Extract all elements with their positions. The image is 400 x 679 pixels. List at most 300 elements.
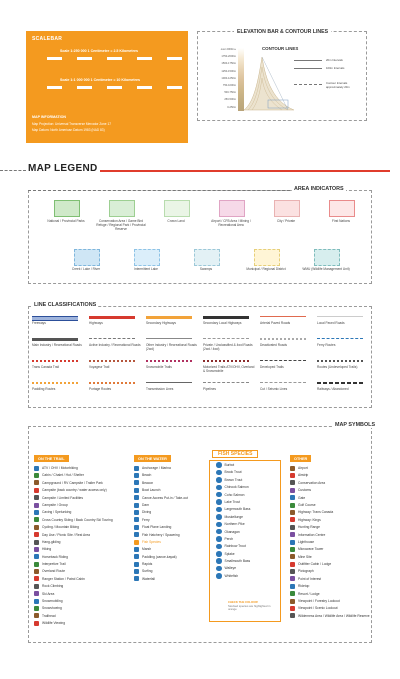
elevation-level-label: 0-250m xyxy=(227,105,236,109)
scale-1-label: Scale 1:250 000 1 Centimetre = 2.5 Kilometres xyxy=(60,49,139,53)
water-symbol-icon xyxy=(134,525,139,530)
fish-note-detail: Stocked species are highlighted in orange xyxy=(228,604,271,612)
trail-symbol-label: Cross Country Skiing / Back Country Ski Touring xyxy=(42,517,113,522)
fish-species-label: Perch xyxy=(224,536,234,541)
fish-species-label: Chinook Salmon xyxy=(224,485,249,490)
fish-note: CHECK THE COLOUR! xyxy=(228,600,259,604)
line-sample xyxy=(32,382,78,384)
water-symbol-label: Surfing xyxy=(142,569,153,574)
water-symbol-icon xyxy=(134,569,139,574)
trail-symbol-icon xyxy=(34,480,39,485)
trail-symbol xyxy=(34,465,113,472)
elevation-level-label: 1500-1750m xyxy=(221,62,236,66)
line-label: Pipelines xyxy=(203,387,216,391)
line-label: Routes (Undeveloped Trails) xyxy=(317,365,358,369)
other-symbol-icon xyxy=(290,466,295,471)
other-symbol-label: Golf Course xyxy=(298,502,316,507)
other-symbol xyxy=(290,524,370,531)
line-sample xyxy=(89,382,135,384)
other-symbol-icon xyxy=(290,525,295,530)
line-label: Developed Trails xyxy=(260,365,284,369)
water-symbol-icon xyxy=(134,547,139,552)
line-label: Active Industry / Recreational Roads xyxy=(89,343,141,347)
legend-left-rule xyxy=(0,170,26,171)
legend-title-rule xyxy=(100,170,390,172)
trail-symbol xyxy=(34,583,113,590)
fish-species-list xyxy=(216,462,250,580)
area-label: Municipal / Regional District xyxy=(246,267,286,271)
water-symbol-icon xyxy=(134,503,139,508)
fish-species-label: Northern Pike xyxy=(224,522,245,527)
water-symbol-label: Anchorage / Marina xyxy=(142,466,171,470)
fish-icon xyxy=(216,477,222,483)
trail-symbol-label: Ski Area xyxy=(42,591,55,596)
trail-symbol-label: Cycling / Mountain Biking xyxy=(42,525,80,530)
scale-2-label: Scale 1:1 000 000 1 Centimetre = 10 Kilometres xyxy=(60,78,141,82)
line-label: Trans Canada Trail xyxy=(32,365,59,369)
area-top-rule xyxy=(28,190,290,191)
trail-symbol xyxy=(34,539,113,546)
water-symbol xyxy=(134,480,188,487)
elevation-level-label: 750-1000m xyxy=(222,84,236,87)
other-symbol-icon xyxy=(290,606,295,611)
trail-symbol-icon xyxy=(34,473,39,478)
water-symbol xyxy=(134,546,188,553)
other-symbol-label: Outfitter Cabin / Lodge xyxy=(298,562,332,567)
area-label: First Nations xyxy=(332,219,350,223)
on-the-water-header: ON THE WATER xyxy=(134,455,171,462)
line-label: Ferry Routes xyxy=(317,343,336,347)
trail-symbol-label: Snowmobiling xyxy=(42,599,63,604)
other-symbol-icon xyxy=(290,517,295,522)
trail-symbol xyxy=(34,509,113,516)
trail-symbol-label: ATV / OHV / Motorbiking xyxy=(42,466,78,470)
fish-species-label: Walleye xyxy=(224,566,237,571)
other-symbol xyxy=(290,465,370,472)
fish-species xyxy=(216,536,250,543)
line-sample xyxy=(317,316,363,317)
fish-species-label: Smallmouth Bass xyxy=(224,559,251,564)
other-symbol xyxy=(290,539,370,546)
fish-species xyxy=(216,499,250,506)
fish-species xyxy=(216,514,250,521)
trail-symbol-icon xyxy=(34,613,39,618)
water-symbol-icon xyxy=(134,540,139,545)
water-symbol xyxy=(134,524,188,531)
trail-symbol xyxy=(34,591,113,598)
water-symbol-label: Float Plane Landing xyxy=(142,525,172,530)
trail-symbol-icon xyxy=(34,517,39,522)
area-swatch xyxy=(219,200,245,217)
fish-icon xyxy=(216,514,222,520)
line-label: Freeways xyxy=(32,321,46,325)
other-symbol-icon xyxy=(290,569,295,574)
line-label: Secondary Local Highways xyxy=(203,321,242,325)
water-symbol-icon xyxy=(134,562,139,567)
trail-symbol xyxy=(34,620,113,627)
line-label: Paddling Routes xyxy=(32,387,56,391)
line-label: Main Industry / Recreational Roads xyxy=(32,343,82,347)
trail-symbol-icon xyxy=(34,510,39,515)
other-symbol-label: Highway: Trans Canada xyxy=(298,510,334,515)
fish-icon xyxy=(216,470,222,476)
fish-icon xyxy=(216,536,222,542)
area-swatch xyxy=(134,249,160,266)
trail-symbol-icon xyxy=(34,599,39,604)
contour-illustration xyxy=(244,52,294,112)
fish-icon xyxy=(216,529,222,535)
line-sample xyxy=(260,360,306,361)
on-the-water-list xyxy=(134,465,188,583)
map-datum: Map Datum: North American Datum 1983 (NAD 83) xyxy=(32,128,105,132)
fish-species xyxy=(216,469,250,476)
other-symbol-icon xyxy=(290,599,295,604)
fish-species-label: Muskellunge xyxy=(224,514,244,519)
trail-symbol xyxy=(34,576,113,583)
other-symbol-icon xyxy=(290,613,295,618)
line-sample xyxy=(203,382,249,383)
line-label: Secondary Highways xyxy=(146,321,176,325)
other-symbol xyxy=(290,517,370,524)
map-symbols-title: MAP SYMBOLS xyxy=(335,422,376,428)
line-label: Snowmobile Trails xyxy=(146,365,172,369)
line-label: Arterial Paved Roads xyxy=(260,321,291,325)
trail-symbol xyxy=(34,554,113,561)
other-symbol-icon xyxy=(290,480,295,485)
other-list xyxy=(290,465,370,620)
water-symbol xyxy=(134,465,188,472)
other-symbol-label: Gate xyxy=(298,495,306,500)
other-symbol xyxy=(290,568,370,575)
line-sample xyxy=(146,338,192,339)
line-sample xyxy=(89,316,135,319)
water-symbol-label: Beach xyxy=(142,473,152,478)
other-symbol-label: Viewpoint / Scenic Lookout xyxy=(298,606,338,611)
fish-icon xyxy=(216,544,222,550)
trail-symbol-icon xyxy=(34,547,39,552)
fish-icon xyxy=(216,492,222,498)
line-sample xyxy=(203,360,249,362)
trail-symbol-label: Interpretive Trail xyxy=(42,562,66,567)
area-label: Crown Land xyxy=(167,219,185,223)
other-symbol-label: Airstrip xyxy=(298,473,309,478)
water-symbol xyxy=(134,472,188,479)
trail-symbol xyxy=(34,561,113,568)
line-label: Voyageur Trail xyxy=(89,365,110,369)
other-symbol-label: Point of Interest xyxy=(298,576,322,581)
fish-species xyxy=(216,565,250,572)
fish-species xyxy=(216,484,250,491)
water-symbol xyxy=(134,554,188,561)
trail-symbol-icon xyxy=(34,576,39,581)
trail-symbol xyxy=(34,487,113,494)
trail-symbol xyxy=(34,598,113,605)
water-symbol xyxy=(134,576,188,583)
trail-symbol xyxy=(34,517,113,524)
trail-symbol xyxy=(34,546,113,553)
line-sample xyxy=(146,360,192,362)
fish-species xyxy=(216,521,250,528)
other-symbol-icon xyxy=(290,547,295,552)
other-symbol xyxy=(290,598,370,605)
other-symbol xyxy=(290,495,370,502)
other-symbol-label: Microwave Tower xyxy=(298,547,324,552)
other-symbol xyxy=(290,480,370,487)
trail-symbol-icon xyxy=(34,569,39,574)
trail-symbol-icon xyxy=(34,606,39,611)
area-swatch xyxy=(329,200,355,217)
water-symbol-icon xyxy=(134,480,139,485)
other-symbol xyxy=(290,509,370,516)
other-symbol-label: Wilderness Area / Wildlife Area / Wildlife Reserve xyxy=(298,613,370,618)
fish-icon xyxy=(216,507,222,513)
line-classifications-title: LINE CLASSIFICATIONS xyxy=(34,302,97,308)
fish-species xyxy=(216,529,250,536)
line-sample xyxy=(32,338,78,341)
fish-icon xyxy=(216,485,222,491)
line-sample xyxy=(317,382,363,384)
line-sample xyxy=(146,382,192,383)
other-symbol-label: Customs xyxy=(298,488,312,493)
fish-species-label: Brown Trout xyxy=(224,477,243,482)
fish-species xyxy=(216,558,250,565)
line-label: Transmission Lines xyxy=(146,387,174,391)
water-symbol xyxy=(134,509,188,516)
trail-symbol-label: Campground / RV Campsite / Trailer Park xyxy=(42,480,103,485)
other-symbol-label: Ridetop xyxy=(298,584,310,589)
water-symbol xyxy=(134,502,188,509)
water-symbol-icon xyxy=(134,532,139,537)
trail-symbol-label: Campsite (back country / water access only) xyxy=(42,488,107,493)
water-symbol-label: Rapids xyxy=(142,562,153,567)
other-symbol-icon xyxy=(290,554,295,559)
area-swatch xyxy=(274,200,300,217)
line-label: Railways / Abandoned xyxy=(317,387,349,391)
water-symbol xyxy=(134,561,188,568)
water-symbol-label: Fish Hatchery / Spawning xyxy=(142,532,180,537)
line-label: Other Industry / Recreational Roads (2wd) xyxy=(146,343,197,351)
line-label: Local Paved Roads xyxy=(317,321,345,325)
other-symbol-icon xyxy=(290,532,295,537)
trail-symbol-icon xyxy=(34,554,39,559)
water-symbol xyxy=(134,487,188,494)
scalebar-title: SCALEBAR xyxy=(32,36,63,42)
trail-symbol-label: Ranger Station / Patrol Cabin xyxy=(42,576,85,581)
trail-symbol-label: Caving / Spelunking xyxy=(42,510,72,515)
water-symbol-icon xyxy=(134,510,139,515)
fish-icon xyxy=(216,462,222,468)
area-swatch xyxy=(109,200,135,217)
other-symbol-icon xyxy=(290,591,295,596)
fish-icon xyxy=(216,566,222,572)
other-symbol xyxy=(290,546,370,553)
trail-symbol-icon xyxy=(34,584,39,589)
water-symbol-icon xyxy=(134,554,139,559)
elevation-title: ELEVATION BAR & CONTOUR LINES xyxy=(234,29,331,35)
trail-symbol-label: Overland Route xyxy=(42,569,66,574)
fish-icon xyxy=(216,499,222,505)
water-symbol-label: Beacon xyxy=(142,480,154,485)
fish-species-label: Okanagan xyxy=(224,529,240,534)
area-swatch xyxy=(254,249,280,266)
other-symbol-icon xyxy=(290,495,295,500)
area-label: WMU (Wildlife Management Unit) xyxy=(302,267,350,271)
line-sample xyxy=(89,338,135,339)
interval-1-label: 20m Intervals xyxy=(326,58,343,62)
other-symbol xyxy=(290,591,370,598)
trail-symbol-label: Hang-gliding xyxy=(42,539,61,544)
elevation-panel xyxy=(197,31,367,121)
trail-symbol-label: Hiking xyxy=(42,547,52,552)
contour-interval-line xyxy=(294,84,322,85)
other-symbol-label: Airport xyxy=(298,466,308,470)
fish-species-label: Splake xyxy=(224,551,235,556)
other-symbol-icon xyxy=(290,540,295,545)
trail-symbol-icon xyxy=(34,591,39,596)
area-swatch xyxy=(194,249,220,266)
area-swatch xyxy=(164,200,190,217)
line-label: Motorized Trails ATV/OHV, Overland & Snowmobile xyxy=(203,365,255,373)
trail-symbol xyxy=(34,502,113,509)
other-symbol xyxy=(290,605,370,612)
water-symbol-label: Dam xyxy=(142,502,149,507)
water-symbol-label: Paddling (canoe-kayak) xyxy=(142,554,177,559)
fish-species-label: Rainbow Trout xyxy=(224,544,246,549)
fish-icon xyxy=(216,558,222,564)
elevation-level-label: 500-750m xyxy=(224,91,236,95)
other-symbol-label: Resort / Lodge xyxy=(298,591,320,596)
water-symbol-icon xyxy=(134,488,139,493)
water-symbol xyxy=(134,532,188,539)
line-sample xyxy=(89,360,135,362)
trail-symbol-icon xyxy=(34,495,39,500)
other-symbol-label: Viewpoint / Forestry Lookout xyxy=(298,599,340,604)
line-sample xyxy=(146,316,192,319)
trail-symbol xyxy=(34,568,113,575)
elevation-level-label: 1750-2000m xyxy=(221,55,236,59)
line-sample xyxy=(260,338,306,340)
trail-symbol-label: Campsite / Limited Facilities xyxy=(42,495,84,500)
scale-2-bar xyxy=(32,86,182,89)
trail-symbol-label: Rock Climbing xyxy=(42,584,64,589)
other-symbol-icon xyxy=(290,510,295,515)
line-label: Cut / Seismic Lines xyxy=(260,387,288,391)
trail-symbol xyxy=(34,605,113,612)
other-symbol-icon xyxy=(290,488,295,493)
fish-species-label: Lake Trout xyxy=(224,499,241,504)
water-symbol xyxy=(134,539,188,546)
fish-species-label: Brook Trout xyxy=(224,470,242,475)
water-symbol-label: Waterfall xyxy=(142,576,155,581)
water-symbol-label: Canoe Access Put-in / Take-out xyxy=(142,495,188,500)
other-symbol-icon xyxy=(290,562,295,567)
trail-symbol-label: Horseback Riding xyxy=(42,554,69,559)
area-label: Swamps xyxy=(199,267,213,271)
fish-species-label: Largemouth Bass xyxy=(224,507,251,512)
trail-symbol-label: Wildlife Viewing xyxy=(42,621,66,626)
line-sample xyxy=(203,316,249,319)
other-symbol xyxy=(290,532,370,539)
other-symbol-label: Information Centre xyxy=(298,532,326,537)
area-label: National / Provincial Parks xyxy=(47,219,85,223)
water-symbol-label: Boat Launch xyxy=(142,488,161,493)
interval-2-label: 100m Intervals xyxy=(326,66,345,70)
fish-icon xyxy=(216,522,222,528)
line-sample xyxy=(32,360,78,362)
elevation-level-label: over 2000m+ xyxy=(220,48,236,51)
water-symbol xyxy=(134,495,188,502)
area-indicators-title: AREA INDICATORS xyxy=(294,186,344,192)
interval-2-line xyxy=(294,68,322,69)
other-symbol xyxy=(290,554,370,561)
water-symbol-label: Fish Species xyxy=(142,539,161,544)
map-legend-title: MAP LEGEND xyxy=(28,163,98,174)
on-the-trail-header: ON THE TRAIL xyxy=(34,455,69,462)
trail-symbol xyxy=(34,532,113,539)
map-info-title: MAP INFORMATION xyxy=(32,115,67,119)
water-symbol xyxy=(134,517,188,524)
line-sample xyxy=(260,382,306,383)
water-symbol-icon xyxy=(134,576,139,581)
elevation-level-label: 250-500m xyxy=(224,98,236,102)
fish-species xyxy=(216,551,250,558)
trail-symbol-label: Campsite / Group xyxy=(42,502,68,507)
area-label: City / Private xyxy=(276,219,296,223)
trail-symbol-icon xyxy=(34,488,39,493)
trail-symbol-icon xyxy=(34,540,39,545)
trail-symbol-icon xyxy=(34,621,39,626)
fish-species xyxy=(216,492,250,499)
water-symbol-label: Marsh xyxy=(142,547,152,552)
area-label: Conservation Area / Game Bird Refuge / Regional Park / Provincial Reserve xyxy=(96,219,146,231)
area-swatch xyxy=(314,249,340,266)
area-label: Airport / CFB Area / Mining / Recreational Area xyxy=(211,219,251,227)
line-sample xyxy=(317,360,363,362)
other-symbol-icon xyxy=(290,584,295,589)
contour-title: CONTOUR LINES xyxy=(262,46,299,51)
fish-species-title: FISH SPECIES xyxy=(212,450,258,458)
line-label: Highways xyxy=(89,321,103,325)
other-symbol-label: Lighthouse xyxy=(298,539,315,544)
trail-symbol xyxy=(34,480,113,487)
other-symbol xyxy=(290,487,370,494)
water-symbol xyxy=(134,568,188,575)
map-projection: Map Projection: Universal Transverse Mercator Zone 17 xyxy=(32,122,112,126)
other-symbol xyxy=(290,561,370,568)
trail-symbol xyxy=(34,472,113,479)
other-symbol xyxy=(290,502,370,509)
trail-symbol-icon xyxy=(34,503,39,508)
fish-icon xyxy=(216,551,222,557)
area-label: Creek / Lake / River xyxy=(71,267,101,271)
fish-species xyxy=(216,573,250,580)
other-symbol-label: Hunting Range xyxy=(298,525,320,530)
line-label: Private / Unclassified & 4wd Roads (2wd / 4wd) xyxy=(203,343,253,351)
other-symbol xyxy=(290,583,370,590)
contour-interval-note: Contour Intervals approximately 20m xyxy=(326,81,350,89)
fish-species-label: Whitefish xyxy=(224,573,239,578)
other-symbol xyxy=(290,613,370,620)
other-symbol-label: Mine Site xyxy=(298,554,312,559)
other-symbol-icon xyxy=(290,576,295,581)
fish-species xyxy=(216,543,250,550)
trail-symbol-icon xyxy=(34,532,39,537)
line-sample xyxy=(317,338,363,339)
scale-1-bar-segments xyxy=(32,57,182,60)
trail-symbol-label: Cabin / Chalet / Hut / Shelter xyxy=(42,473,84,478)
line-label: Deactivated Roads xyxy=(260,343,287,347)
water-symbol-label: Ferry xyxy=(142,517,150,522)
